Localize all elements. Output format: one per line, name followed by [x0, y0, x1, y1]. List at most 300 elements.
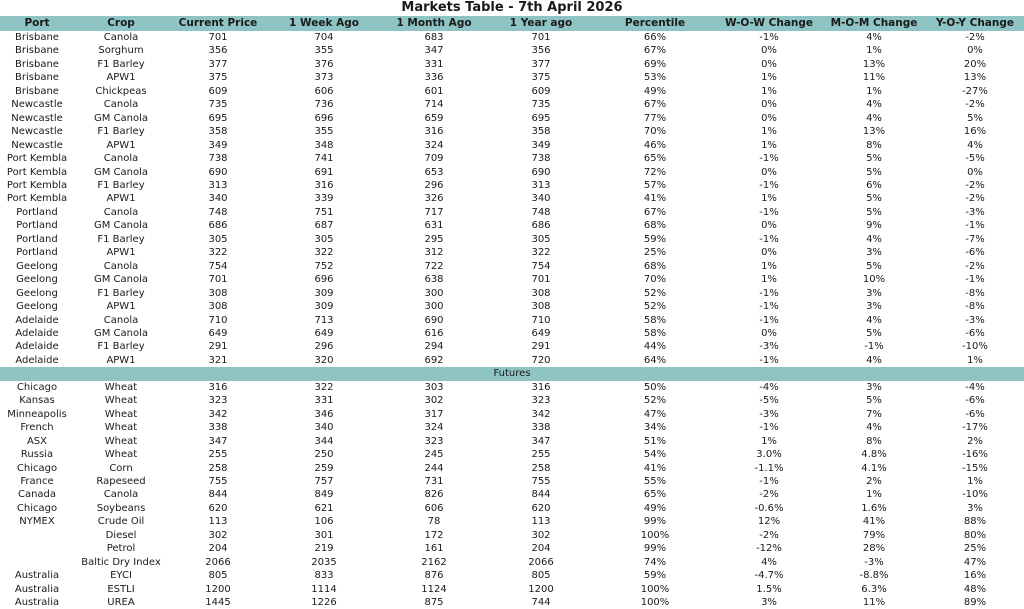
cell-1-month-ago: 245 — [424, 449, 444, 461]
cell-1-month-ago: 638 — [424, 274, 444, 286]
cell-mom-change: -3% — [864, 556, 884, 568]
cell-1-year-ago: 258 — [531, 462, 551, 474]
cell-current-price: 686 — [208, 220, 228, 232]
cell-1-month-ago: 294 — [424, 341, 444, 353]
cell-percentile: 51% — [643, 435, 667, 447]
cell-percentile: 46% — [643, 139, 667, 151]
cell-current-price: 308 — [208, 287, 228, 299]
table-row — [0, 394, 1024, 407]
cell-current-price: 609 — [208, 85, 228, 97]
cell-port: Brisbane — [15, 85, 59, 97]
cell-mom-change: 13% — [862, 126, 886, 138]
table-row — [0, 273, 1024, 286]
cell-percentile: 59% — [643, 233, 667, 245]
column-header-port: Port — [0, 16, 74, 31]
cell-1-year-ago: 755 — [531, 475, 551, 487]
cell-yoy-change: 13% — [963, 72, 987, 84]
cell-1-month-ago: 2162 — [421, 556, 447, 568]
cell-percentile: 64% — [643, 354, 667, 366]
cell-percentile: 65% — [643, 489, 667, 501]
cell-current-price: 258 — [208, 462, 228, 474]
cell-current-price: 349 — [208, 139, 228, 151]
cell-port: ASX — [26, 435, 48, 447]
cell-1-month-ago: 316 — [424, 126, 444, 138]
cell-port: Adelaide — [15, 314, 59, 326]
table-row — [0, 58, 1024, 71]
cell-1-week-ago: 305 — [314, 233, 334, 245]
table-row — [0, 314, 1024, 327]
cell-wow-change: 1% — [761, 435, 777, 447]
cell-1-year-ago: 738 — [531, 153, 551, 165]
cell-current-price: 291 — [208, 341, 228, 353]
cell-port: Brisbane — [15, 58, 59, 70]
cell-current-price: 695 — [208, 112, 228, 124]
cell-1-week-ago: 741 — [314, 153, 334, 165]
cell-yoy-change: -1% — [965, 274, 985, 286]
cell-crop: GM Canola — [93, 166, 149, 178]
cell-wow-change: -0.6% — [754, 502, 784, 514]
table-row — [0, 246, 1024, 259]
cell-1-month-ago: 616 — [424, 327, 444, 339]
cell-wow-change: -1% — [759, 153, 779, 165]
cell-yoy-change: -10% — [962, 489, 988, 501]
cell-current-price: 321 — [208, 354, 228, 366]
cell-port: Newcastle — [11, 99, 63, 111]
cell-port — [0, 556, 74, 569]
cell-1-month-ago: 601 — [424, 85, 444, 97]
table-row — [0, 192, 1024, 205]
cell-crop: APW1 — [106, 354, 136, 366]
cell-yoy-change: 2% — [967, 435, 983, 447]
cell-current-price: 710 — [208, 314, 228, 326]
cell-port: Portland — [16, 220, 58, 232]
table-row — [0, 260, 1024, 273]
cell-mom-change: 3% — [866, 287, 882, 299]
cell-1-month-ago: 336 — [424, 72, 444, 84]
cell-port: Brisbane — [15, 32, 59, 43]
cell-1-week-ago: 376 — [314, 58, 334, 70]
cell-crop: APW1 — [106, 301, 136, 313]
cell-crop: GM Canola — [93, 112, 149, 124]
cell-mom-change: 5% — [866, 260, 882, 272]
cell-current-price: 755 — [208, 475, 228, 487]
cell-percentile: 52% — [643, 395, 667, 407]
cell-mom-change: 1% — [866, 489, 882, 501]
cell-wow-change: 0% — [761, 45, 777, 57]
cell-current-price: 113 — [208, 516, 228, 528]
cell-1-month-ago: 161 — [424, 543, 444, 555]
cell-crop: Rapeseed — [96, 475, 146, 487]
cell-1-month-ago: 683 — [424, 32, 444, 43]
cell-percentile: 99% — [643, 516, 667, 528]
cell-1-year-ago: 323 — [531, 395, 551, 407]
cell-mom-change: 8% — [866, 435, 882, 447]
cell-1-month-ago: 653 — [424, 166, 444, 178]
cell-1-week-ago: 691 — [314, 166, 334, 178]
cell-crop: F1 Barley — [97, 233, 145, 245]
column-header-1-month-ago: 1 Month Ago — [380, 16, 488, 31]
cell-1-month-ago: 317 — [424, 408, 444, 420]
cell-1-year-ago: 113 — [531, 516, 551, 528]
cell-current-price: 690 — [208, 166, 228, 178]
table-row — [0, 515, 1024, 528]
cell-1-week-ago: 316 — [314, 179, 334, 191]
cell-port — [0, 542, 74, 555]
cell-1-year-ago: 316 — [531, 381, 551, 393]
cell-yoy-change: 88% — [963, 516, 987, 528]
cell-1-month-ago: 302 — [424, 395, 444, 407]
cell-1-year-ago: 204 — [531, 543, 551, 555]
cell-crop: Sorghum — [98, 45, 144, 57]
cell-yoy-change: -3% — [965, 206, 985, 218]
table-row — [0, 125, 1024, 138]
cell-port: Australia — [14, 570, 60, 582]
cell-1-week-ago: 606 — [314, 85, 334, 97]
cell-1-week-ago: 309 — [314, 287, 334, 299]
cell-1-year-ago: 620 — [531, 502, 551, 514]
cell-crop: Crude Oil — [97, 516, 145, 528]
cell-crop: F1 Barley — [97, 341, 145, 353]
cell-yoy-change: 25% — [963, 543, 987, 555]
cell-port: Adelaide — [15, 354, 59, 366]
cell-percentile: 25% — [643, 247, 667, 259]
cell-1-year-ago: 308 — [531, 301, 551, 313]
cell-wow-change: -1% — [759, 354, 779, 366]
cell-1-week-ago: 849 — [314, 489, 334, 501]
cell-yoy-change: -6% — [965, 395, 985, 407]
cell-current-price: 338 — [208, 422, 228, 434]
cell-yoy-change: -8% — [965, 301, 985, 313]
cell-crop: Canola — [103, 99, 139, 111]
cell-percentile: 67% — [643, 99, 667, 111]
table-row — [0, 98, 1024, 111]
futures-label: Futures — [0, 367, 1024, 380]
cell-yoy-change: 0% — [967, 166, 983, 178]
cell-current-price: 1200 — [205, 583, 231, 595]
cell-port: Chicago — [16, 462, 58, 474]
cell-current-price: 754 — [208, 260, 228, 272]
cell-current-price: 340 — [208, 193, 228, 205]
cell-wow-change: 0% — [761, 327, 777, 339]
cell-crop: Petrol — [106, 543, 136, 555]
cell-mom-change: 3% — [866, 381, 882, 393]
cell-crop: APW1 — [106, 72, 136, 84]
cell-1-year-ago: 356 — [531, 45, 551, 57]
table-row — [0, 31, 1024, 44]
table-row — [0, 381, 1024, 394]
cell-wow-change: -4.7% — [754, 570, 784, 582]
cell-current-price: 316 — [208, 381, 228, 393]
cell-1-week-ago: 833 — [314, 570, 334, 582]
column-header-percentile: Percentile — [594, 16, 716, 31]
cell-crop: Canola — [103, 153, 139, 165]
cell-1-year-ago: 308 — [531, 287, 551, 299]
cell-1-year-ago: 375 — [531, 72, 551, 84]
cell-1-year-ago: 695 — [531, 112, 551, 124]
cell-current-price: 313 — [208, 179, 228, 191]
cell-1-week-ago: 752 — [314, 260, 334, 272]
cell-percentile: 69% — [643, 58, 667, 70]
cell-mom-change: 6.3% — [861, 583, 887, 595]
cell-port: Geelong — [16, 260, 58, 272]
cell-wow-change: -2% — [759, 489, 779, 501]
cell-current-price: 1445 — [205, 597, 231, 609]
cell-1-year-ago: 302 — [531, 529, 551, 541]
cell-percentile: 41% — [643, 462, 667, 474]
cell-yoy-change: -6% — [965, 247, 985, 259]
cell-1-year-ago: 805 — [531, 570, 551, 582]
table-row — [0, 556, 1024, 569]
cell-wow-change: 4% — [761, 556, 777, 568]
cell-1-week-ago: 621 — [314, 502, 334, 514]
cell-1-month-ago: 296 — [424, 179, 444, 191]
cell-crop: Canola — [103, 260, 139, 272]
cell-1-week-ago: 322 — [314, 381, 334, 393]
cell-wow-change: -12% — [756, 543, 782, 555]
cell-1-week-ago: 373 — [314, 72, 334, 84]
futures-separator-row — [0, 367, 1024, 380]
cell-1-week-ago: 339 — [314, 193, 334, 205]
cell-1-year-ago: 305 — [531, 233, 551, 245]
cell-crop: APW1 — [106, 193, 136, 205]
cell-1-month-ago: 324 — [424, 139, 444, 151]
cell-1-month-ago: 709 — [424, 153, 444, 165]
cell-mom-change: -1% — [864, 341, 884, 353]
cell-current-price: 805 — [208, 570, 228, 582]
table-row — [0, 354, 1024, 367]
cell-current-price: 620 — [208, 502, 228, 514]
cell-1-year-ago: 340 — [531, 193, 551, 205]
cell-percentile: 52% — [643, 287, 667, 299]
cell-percentile: 77% — [643, 112, 667, 124]
cell-yoy-change: -7% — [965, 233, 985, 245]
cell-1-month-ago: 244 — [424, 462, 444, 474]
cell-yoy-change: -2% — [965, 260, 985, 272]
cell-1-week-ago: 355 — [314, 45, 334, 57]
cell-1-week-ago: 322 — [314, 247, 334, 259]
cell-crop: Soybeans — [96, 502, 146, 514]
cell-1-month-ago: 172 — [424, 529, 444, 541]
cell-wow-change: 0% — [761, 99, 777, 111]
cell-1-year-ago: 844 — [531, 489, 551, 501]
cell-mom-change: 5% — [866, 395, 882, 407]
cell-1-year-ago: 690 — [531, 166, 551, 178]
table-row — [0, 475, 1024, 488]
cell-current-price: 342 — [208, 408, 228, 420]
cell-port: Newcastle — [11, 139, 63, 151]
cell-1-month-ago: 826 — [424, 489, 444, 501]
table-row — [0, 233, 1024, 246]
table-row — [0, 139, 1024, 152]
cell-yoy-change: -5% — [965, 153, 985, 165]
cell-crop: Chickpeas — [95, 85, 147, 97]
column-header-yoy-change: Y-O-Y Change — [926, 16, 1024, 31]
cell-yoy-change: -10% — [962, 341, 988, 353]
cell-percentile: 49% — [643, 502, 667, 514]
cell-wow-change: 1% — [761, 72, 777, 84]
cell-yoy-change: -17% — [962, 422, 988, 434]
cell-wow-change: -2% — [759, 529, 779, 541]
cell-port: Adelaide — [15, 327, 59, 339]
cell-1-week-ago: 219 — [314, 543, 334, 555]
futures-section — [0, 381, 1024, 609]
cell-percentile: 74% — [643, 556, 667, 568]
cell-percentile: 99% — [643, 543, 667, 555]
cell-yoy-change: 5% — [967, 112, 983, 124]
cell-port: Chicago — [16, 502, 58, 514]
cell-1-month-ago: 324 — [424, 422, 444, 434]
cell-mom-change: 4% — [866, 99, 882, 111]
cell-port: Portland — [16, 247, 58, 259]
cell-yoy-change: 1% — [967, 475, 983, 487]
cell-mom-change: 5% — [866, 327, 882, 339]
cell-percentile: 41% — [643, 193, 667, 205]
cell-percentile: 100% — [640, 529, 670, 541]
cell-1-month-ago: 1124 — [421, 583, 447, 595]
cell-1-year-ago: 754 — [531, 260, 551, 272]
table-row — [0, 44, 1024, 57]
cell-current-price: 308 — [208, 301, 228, 313]
cell-wow-change: -1% — [759, 287, 779, 299]
cell-yoy-change: -27% — [962, 85, 988, 97]
cell-crop: ESTLI — [107, 583, 135, 595]
cell-percentile: 50% — [643, 381, 667, 393]
cell-1-year-ago: 701 — [531, 32, 551, 43]
cell-wow-change: 1% — [761, 85, 777, 97]
cell-crop: Canola — [103, 314, 139, 326]
table-row — [0, 542, 1024, 555]
cell-percentile: 44% — [643, 341, 667, 353]
cell-wow-change: 0% — [761, 166, 777, 178]
cell-wow-change: 1% — [761, 260, 777, 272]
cell-wow-change: 3% — [761, 597, 777, 609]
cell-1-year-ago: 609 — [531, 85, 551, 97]
cell-1-week-ago: 301 — [314, 529, 334, 541]
column-header-wow-change: W-O-W Change — [716, 16, 822, 31]
futures-separator-section — [0, 367, 1024, 380]
cell-yoy-change: 4% — [967, 139, 983, 151]
cell-yoy-change: -2% — [965, 193, 985, 205]
cell-current-price: 735 — [208, 99, 228, 111]
cell-percentile: 58% — [643, 314, 667, 326]
cell-wow-change: -5% — [759, 395, 779, 407]
cell-1-month-ago: 300 — [424, 301, 444, 313]
cell-port: Australia — [14, 583, 60, 595]
cell-mom-change: 10% — [862, 274, 886, 286]
cell-mom-change: 5% — [866, 193, 882, 205]
cell-1-year-ago: 735 — [531, 99, 551, 111]
cell-mom-change: -8.8% — [859, 570, 889, 582]
cell-1-year-ago: 358 — [531, 126, 551, 138]
cell-yoy-change: 1% — [967, 354, 983, 366]
cell-crop: Canola — [103, 489, 139, 501]
cell-wow-change: 3.0% — [756, 449, 782, 461]
cell-current-price: 738 — [208, 153, 228, 165]
cell-1-year-ago: 377 — [531, 58, 551, 70]
column-header-1-week-ago: 1 Week Ago — [268, 16, 380, 31]
cell-1-week-ago: 346 — [314, 408, 334, 420]
cell-mom-change: 7% — [866, 408, 882, 420]
cell-crop: Diesel — [105, 529, 137, 541]
table-row — [0, 152, 1024, 165]
cell-1-week-ago: 250 — [314, 449, 334, 461]
table-row — [0, 112, 1024, 125]
table-row — [0, 448, 1024, 461]
cell-current-price: 701 — [208, 32, 228, 43]
cell-port: NYMEX — [19, 516, 55, 528]
cell-wow-change: -1% — [759, 301, 779, 313]
cell-crop: Wheat — [104, 422, 138, 434]
cell-current-price: 323 — [208, 395, 228, 407]
cell-1-year-ago: 710 — [531, 314, 551, 326]
cell-mom-change: 8% — [866, 139, 882, 151]
cell-yoy-change: 3% — [967, 502, 983, 514]
cell-percentile: 68% — [643, 220, 667, 232]
table-row — [0, 300, 1024, 313]
cell-current-price: 701 — [208, 274, 228, 286]
cell-1-month-ago: 606 — [424, 502, 444, 514]
table-row — [0, 462, 1024, 475]
cell-crop: UREA — [107, 597, 135, 609]
table-row — [0, 408, 1024, 421]
cell-yoy-change: 80% — [963, 529, 987, 541]
cell-current-price: 356 — [208, 45, 228, 57]
cell-yoy-change: -6% — [965, 327, 985, 339]
cell-port: Port Kembla — [6, 166, 68, 178]
table-row — [0, 206, 1024, 219]
cell-wow-change: 0% — [761, 220, 777, 232]
cell-mom-change: 2% — [866, 475, 882, 487]
cell-percentile: 54% — [643, 449, 667, 461]
cell-mom-change: 79% — [862, 529, 886, 541]
cell-mom-change: 1.6% — [861, 502, 887, 514]
cell-wow-change: 1.5% — [756, 583, 782, 595]
table-row — [0, 421, 1024, 434]
table-row — [0, 529, 1024, 542]
cell-port: Canada — [17, 489, 57, 501]
cell-1-week-ago: 713 — [314, 314, 334, 326]
markets-table — [0, 16, 1024, 609]
cell-port: Geelong — [16, 274, 58, 286]
cell-port: Newcastle — [11, 126, 63, 138]
cell-1-year-ago: 748 — [531, 206, 551, 218]
cell-1-month-ago: 323 — [424, 435, 444, 447]
cell-1-month-ago: 731 — [424, 475, 444, 487]
cell-wow-change: 1% — [761, 126, 777, 138]
cell-crop: Corn — [109, 462, 133, 474]
cell-percentile: 68% — [643, 260, 667, 272]
cell-yoy-change: -15% — [962, 462, 988, 474]
cell-1-week-ago: 757 — [314, 475, 334, 487]
cell-1-month-ago: 692 — [424, 354, 444, 366]
cell-port: Portland — [16, 233, 58, 245]
cell-1-week-ago: 344 — [314, 435, 334, 447]
cell-mom-change: 28% — [862, 543, 886, 555]
cell-mom-change: 11% — [862, 72, 886, 84]
cell-1-month-ago: 876 — [424, 570, 444, 582]
cell-1-month-ago: 312 — [424, 247, 444, 259]
cell-1-year-ago: 322 — [531, 247, 551, 259]
cell-current-price: 844 — [208, 489, 228, 501]
cell-mom-change: 9% — [866, 220, 882, 232]
cell-wow-change: -1% — [759, 32, 779, 43]
cell-1-month-ago: 659 — [424, 112, 444, 124]
cell-1-month-ago: 295 — [424, 233, 444, 245]
cell-1-week-ago: 355 — [314, 126, 334, 138]
cell-port: Brisbane — [15, 45, 59, 57]
cell-1-week-ago: 649 — [314, 327, 334, 339]
cell-yoy-change: -16% — [962, 449, 988, 461]
